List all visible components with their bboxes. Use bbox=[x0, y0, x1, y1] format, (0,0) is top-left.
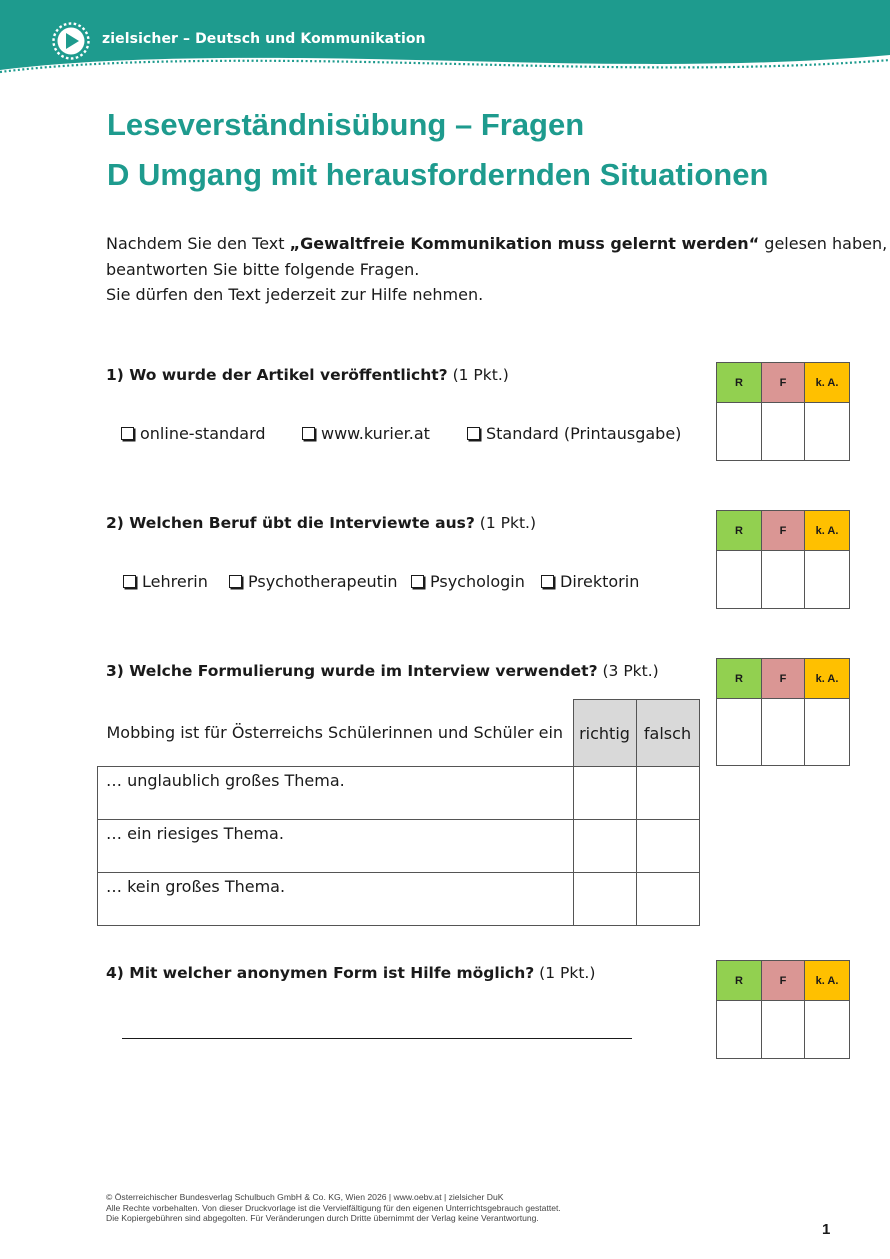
checkbox-icon[interactable] bbox=[302, 427, 315, 440]
footer-fees: Die Kopiergebühren sind abgegolten. Für Veränderungen durch Dritte übernimmt der Verlag keine Verantwortung. bbox=[106, 1213, 539, 1223]
score-cell-r[interactable] bbox=[717, 551, 762, 609]
score-box-q2 bbox=[716, 510, 850, 609]
intro-line-2: beantworten Sie bitte folgende Fragen. bbox=[106, 260, 420, 279]
score-header-r: R bbox=[717, 363, 762, 403]
question-1 bbox=[106, 366, 509, 384]
q3-cell-richtig[interactable] bbox=[573, 820, 636, 873]
score-header-r: R bbox=[717, 961, 762, 1001]
question-3 bbox=[106, 662, 659, 680]
checkbox-icon[interactable] bbox=[541, 575, 554, 588]
q2-option-direktorin[interactable] bbox=[541, 572, 639, 591]
score-cell-ka[interactable] bbox=[805, 699, 850, 766]
score-header-ka: k. A. bbox=[805, 511, 850, 551]
score-cell-r[interactable] bbox=[717, 403, 762, 461]
q1-option-kurier[interactable] bbox=[302, 424, 430, 443]
q3-cell-falsch[interactable] bbox=[636, 873, 699, 926]
checkbox-icon[interactable] bbox=[467, 427, 480, 440]
score-cell-r[interactable] bbox=[717, 699, 762, 766]
question-2-points: (1 Pkt.) bbox=[474, 514, 536, 532]
q3-row-statement: … unglaublich großes Thema. bbox=[98, 767, 574, 820]
question-3-label: 3) Welche Formulierung wurde im Interview verwendet? bbox=[106, 662, 598, 680]
option-label: Direktorin bbox=[560, 572, 640, 591]
checkbox-icon[interactable] bbox=[123, 575, 136, 588]
q3-cell-falsch[interactable] bbox=[636, 820, 699, 873]
checkbox-icon[interactable] bbox=[229, 575, 242, 588]
score-header-f: F bbox=[762, 511, 805, 551]
score-header-ka: k. A. bbox=[805, 659, 850, 699]
score-header-ka: k. A. bbox=[805, 961, 850, 1001]
score-cell-f[interactable] bbox=[762, 1001, 805, 1059]
q3-row-statement: … kein großes Thema. bbox=[98, 873, 574, 926]
score-cell-ka[interactable] bbox=[805, 1001, 850, 1059]
intro-text-title: „Gewaltfreie Kommunikation muss gelernt werden“ bbox=[289, 234, 760, 253]
score-header-f: F bbox=[762, 363, 805, 403]
q2-option-psychologin[interactable] bbox=[411, 572, 525, 591]
score-box-q3 bbox=[716, 658, 850, 766]
option-label: online-standard bbox=[140, 424, 266, 443]
option-label: Psychologin bbox=[430, 572, 525, 591]
q1-option-standard-print[interactable] bbox=[467, 424, 681, 443]
q2-option-psychotherapeutin[interactable] bbox=[229, 572, 398, 591]
question-4 bbox=[106, 964, 595, 982]
score-cell-ka[interactable] bbox=[805, 551, 850, 609]
score-cell-f[interactable] bbox=[762, 551, 805, 609]
question-2-label: 2) Welchen Beruf übt die Interviewte aus? bbox=[106, 514, 475, 532]
question-4-label: 4) Mit welcher anonymen Form ist Hilfe möglich? bbox=[106, 964, 535, 982]
q1-option-online-standard[interactable] bbox=[121, 424, 266, 443]
page-subtitle: D Umgang mit herausfordernden Situationen bbox=[107, 157, 769, 192]
table-row bbox=[98, 873, 700, 926]
option-label: Standard (Printausgabe) bbox=[486, 424, 682, 443]
score-header-r: R bbox=[717, 511, 762, 551]
page-title: Leseverständnisübung – Fragen bbox=[107, 107, 585, 142]
checkbox-icon[interactable] bbox=[121, 427, 134, 440]
q3-cell-richtig[interactable] bbox=[573, 767, 636, 820]
q2-option-lehrerin[interactable] bbox=[123, 572, 208, 591]
q3-table bbox=[97, 699, 700, 926]
score-cell-r[interactable] bbox=[717, 1001, 762, 1059]
score-header-f: F bbox=[762, 961, 805, 1001]
table-row bbox=[98, 767, 700, 820]
intro-pre: Nachdem Sie den Text bbox=[106, 234, 290, 253]
footer-copyright: © Österreichischer Bundesverlag Schulbuch GmbH & Co. KG, Wien 2026 | www.oebv.at | zielsicher DuK bbox=[106, 1192, 504, 1202]
score-header-ka: k. A. bbox=[805, 363, 850, 403]
question-3-points: (3 Pkt.) bbox=[597, 662, 659, 680]
footer-rights: Alle Rechte vorbehalten. Von dieser Druckvorlage ist die Vervielfältigung für den eigenen Unterrichtsgebrauch gestattet. bbox=[106, 1202, 561, 1213]
option-label: Psychotherapeutin bbox=[248, 572, 398, 591]
score-cell-ka[interactable] bbox=[805, 403, 850, 461]
option-label: www.kurier.at bbox=[321, 424, 430, 443]
q3-row-statement: … ein riesiges Thema. bbox=[98, 820, 574, 873]
question-2 bbox=[106, 514, 536, 532]
q3-col-falsch: falsch bbox=[636, 700, 699, 767]
page-number: 1 bbox=[822, 1221, 831, 1238]
q4-answer-line[interactable] bbox=[122, 1038, 632, 1039]
q3-col-richtig: richtig bbox=[573, 700, 636, 767]
question-1-points: (1 Pkt.) bbox=[447, 366, 509, 384]
checkbox-icon[interactable] bbox=[411, 575, 424, 588]
q3-cell-falsch[interactable] bbox=[636, 767, 699, 820]
question-4-points: (1 Pkt.) bbox=[534, 964, 596, 982]
table-row bbox=[98, 820, 700, 873]
intro-line-1 bbox=[106, 234, 887, 253]
question-1-label: 1) Wo wurde der Artikel veröffentlicht? bbox=[106, 366, 448, 384]
q3-cell-richtig[interactable] bbox=[573, 873, 636, 926]
footer bbox=[106, 1192, 561, 1224]
score-cell-f[interactable] bbox=[762, 403, 805, 461]
score-header-f: F bbox=[762, 659, 805, 699]
option-label: Lehrerin bbox=[142, 572, 208, 591]
intro-line-3: Sie dürfen den Text jederzeit zur Hilfe nehmen. bbox=[106, 285, 484, 304]
brand-title: zielsicher – Deutsch und Kommunikation bbox=[102, 31, 426, 47]
score-box-q1 bbox=[716, 362, 850, 461]
intro-post: gelesen haben, bbox=[759, 234, 888, 253]
q3-stem: Mobbing ist für Österreichs Schülerinnen und Schüler ein bbox=[106, 723, 564, 743]
score-cell-f[interactable] bbox=[762, 699, 805, 766]
score-header-r: R bbox=[717, 659, 762, 699]
score-box-q4 bbox=[716, 960, 850, 1059]
